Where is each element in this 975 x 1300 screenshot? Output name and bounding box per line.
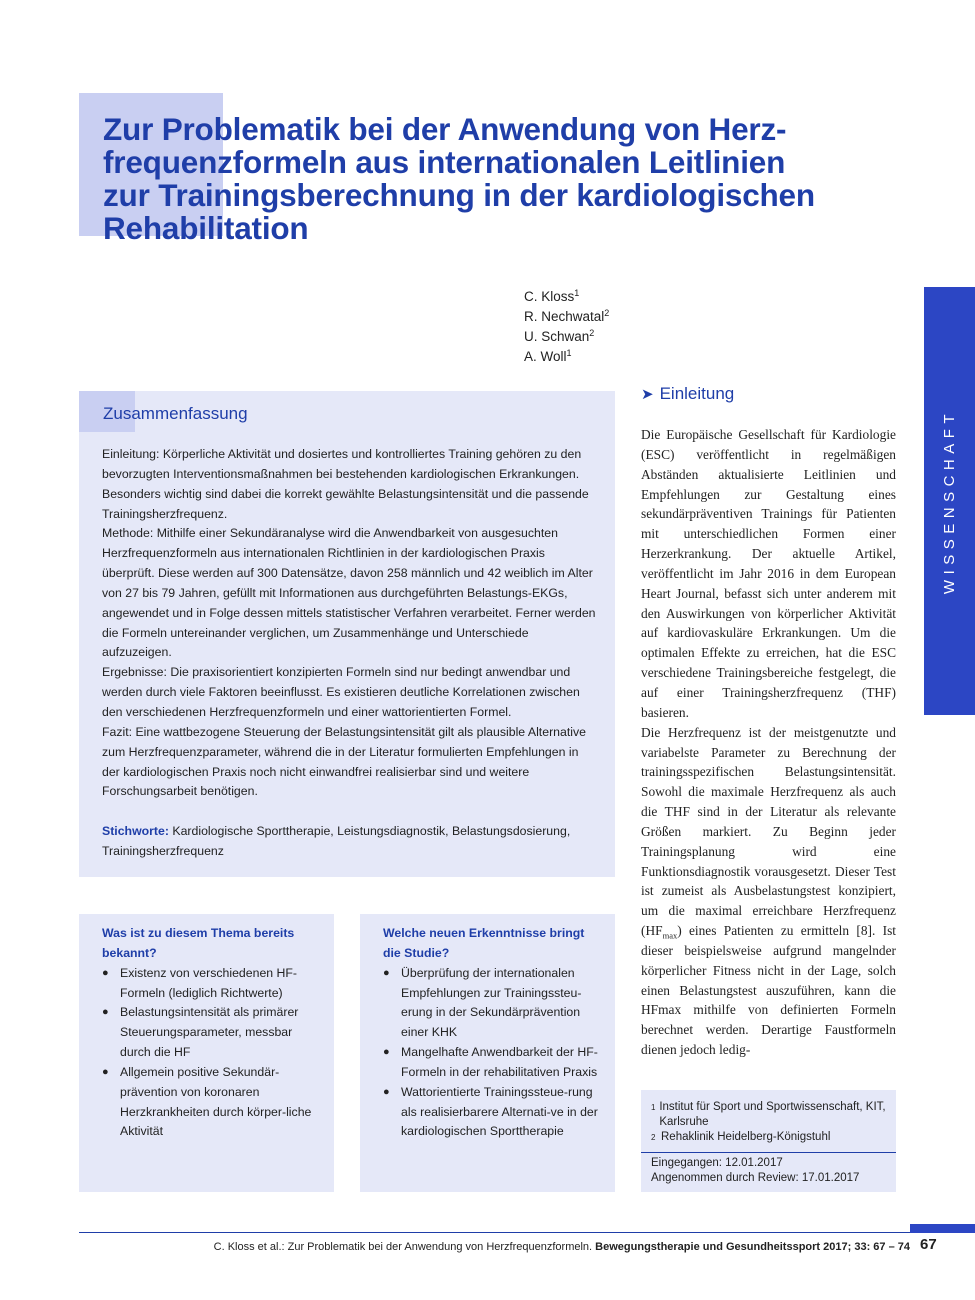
affiliation: 1 Institut für Sport und Sportwissenschaft, KIT, Karlsruhe <box>651 1101 886 1128</box>
keywords <box>102 822 598 862</box>
keywords-label: Stichworte: <box>102 824 169 838</box>
accepted-date: Angenommen durch Review: 17.01.2017 <box>651 1172 860 1184</box>
body-text <box>641 425 896 1060</box>
new-findings-box <box>360 914 615 1192</box>
journal-name: Bewegungstherapie und Gesundheitssport 2017; 33: 67 – 74 <box>595 1241 910 1253</box>
list-item: ● Mangelhafte Anwendbarkeit der HF-Formeln in der rehabilitativen Praxis <box>383 1043 605 1083</box>
received-date: Eingegangen: 12.01.2017 <box>651 1157 783 1169</box>
abstract-paragraph: Einleitung: Körperliche Aktivität und dosiertes und kontrolliertes Training gehören zu den bevorzugten Interventionsmaßnahmen bei bestehenden kardiologischen Erkrankungen. Besonders wichtig sind dabei die korrekt gewählte Belastungsintensität und die passende Trainingsherzfrequenz. <box>102 447 589 521</box>
submission-dates <box>651 1156 891 1186</box>
title-line: Rehabilitation <box>103 210 309 246</box>
keywords-text: Kardiologische Sporttherapie, Leistungsdiagnostik, Belastungsdosierung, Trainingsherzfrequenz <box>102 824 571 858</box>
page-number: 67 <box>920 1236 937 1253</box>
list-item: ● Allgemein positive Sekundär-prävention von koronaren Herzkrankheiten durch körper-liche Aktivität <box>102 1063 324 1142</box>
abstract-text <box>102 445 598 802</box>
section-heading <box>641 384 734 404</box>
abstract-paragraph: Fazit: Eine wattbezogene Steuerung der Belastungsintensität gilt als plausible Alternative zum Herzfrequenzparameter, während die in der Literatur formulierten Empfehlungen in der kardiologischen Praxis noch nicht einwandfrei realisierbar sind und weitere Forschungsarbeit benötigen. <box>102 724 586 799</box>
title-line: frequenzformeln aus internationalen Leitlinien <box>103 144 786 180</box>
title-line: zur Trainingsberechnung in der kardiologischen <box>103 177 815 213</box>
list-item: ● Belastungsintensität als primärer Steuerungsparameter, messbar durch die HF <box>102 1003 324 1063</box>
arrow-icon: ➤ <box>641 386 654 403</box>
affiliation: 2 Rehaklinik Heidelberg-Königstuhl <box>651 1131 831 1143</box>
author-list <box>524 287 609 367</box>
abstract-paragraph: Methode: Mithilfe einer Sekundäranalyse wird die Anwendbarkeit von ausgesuchten Herzfrequenzformeln aus internationalen Richtlinien in der kardiologischen Praxis überprüft. Diese werden auf 300 Datensätze, davon 258 männlich und 42 weiblich im Alter von 27 bis 79 Jahren, gefüllt mit Informationen aus durchgeführten Belastungs-EKGs, angewendet und in Folge dessen mittels statistischer Verfahren verarbeitet. Ferner werden die Formeln untereinander verglichen, um Zusammenhänge und Unterschiede aufzuzeigen. <box>102 526 596 660</box>
affiliation-divider <box>641 1152 896 1153</box>
article-title <box>103 113 903 245</box>
section-heading-text: Einleitung <box>659 384 735 403</box>
list-item: ● Existenz von verschiedenen HF-Formeln (lediglich Richtwerte) <box>102 964 324 1004</box>
known-facts-box <box>79 914 334 1192</box>
section-side-label: WISSENSCHAFT <box>941 408 958 594</box>
footer-rule <box>79 1232 975 1233</box>
footer-citation: C. Kloss et al.: Zur Problematik bei der Anwendung von Herzfrequenzformeln. Bewegungstherapie und Gesundheitssport 2017; 33: 67 – 74 <box>213 1241 910 1253</box>
author: A. Woll$^1$ <box>524 348 572 364</box>
author: C. Kloss$^1$ <box>524 288 580 304</box>
title-line: Zur Problematik bei der Anwendung von Herz- <box>103 111 787 147</box>
list-item: ● Überprüfung der internationalen Empfehlungen zur Trainingssteu-erung in der Sekundärprävention einer KHK <box>383 964 605 1043</box>
body-paragraph: Die Europäische Gesellschaft für Kardiologie (ESC) veröffentlicht in regelmäßigen Abständen aktualisierte Leitlinien und Empfehlungen zur Gestaltung eines sekundärpräventiven Trainings für Patienten mit unterschiedlichen Formen einer Herzerkrankung. Der aktuelle Artikel, veröffentlicht im Jahr 2016 in dem European Heart Journal, befasst sich unter anderem mit den Auswirkungen von körperlicher Aktivität auf kardiovaskuläre Erkrankungen. Um die optimalen Effekte zu erreichen, hat die ESC verschiedene Trainingsbereiche festgelegt, die auf einer Trainingsherzfrequenz (THF) basieren. <box>641 427 896 720</box>
author: R. Nechwatal$^2$ <box>524 308 610 324</box>
new-findings-heading: Welche neuen Erkenntnisse bringt die Studie? <box>383 926 585 960</box>
affiliations <box>651 1100 891 1145</box>
abstract-heading: Zusammenfassung <box>103 404 248 423</box>
known-facts-heading: Was ist zu diesem Thema bereits bekannt? <box>102 926 295 960</box>
page-tab <box>910 1224 975 1233</box>
list-item: ● Wattorientierte Trainingssteue-rung als realisierbarere Alternati-ve in der kardiologischen Sporttherapie <box>383 1083 605 1143</box>
body-paragraph: Die Herzfrequenz ist der meistgenutzte und variabelste Parameter zu Berechnung der trainingsspezifischen Belastungsintensität. Sowohl die maximale Herzfrequenz als auch die THF sind in der Literatur als relevante Größen markiert. Zu Beginn jeder Trainingsplanung wird eine Funktionsdiagnostik vorausgesetzt. Dieser Test ist zumeist als Ausbelastungstest konzipiert, um die maximal erreichbare Herzfrequenz $(HF_{max})$ eines Patienten zu ermitteln [8]. Ist dieser beispielsweise aufgrund mangelnder körperlicher Fitness nicht in der Lage, solch einen Belastungstest auszuführen, kann die HFmax mithilfe von definierten Formeln berechnet werden. Derartige Faustformeln dienen jedoch ledig- <box>641 724 896 1058</box>
author: U. Schwan$^2$ <box>524 328 595 344</box>
abstract-paragraph: Ergebnisse: Die praxisorientiert konzipierten Formeln sind nur bedingt anwendbar und werden durch viele Faktoren beeinflusst. Es existieren deutliche Korrelationen zwischen den verschiedenen Herzfrequenzformeln und einer wattorientierten Formel. <box>102 665 580 719</box>
